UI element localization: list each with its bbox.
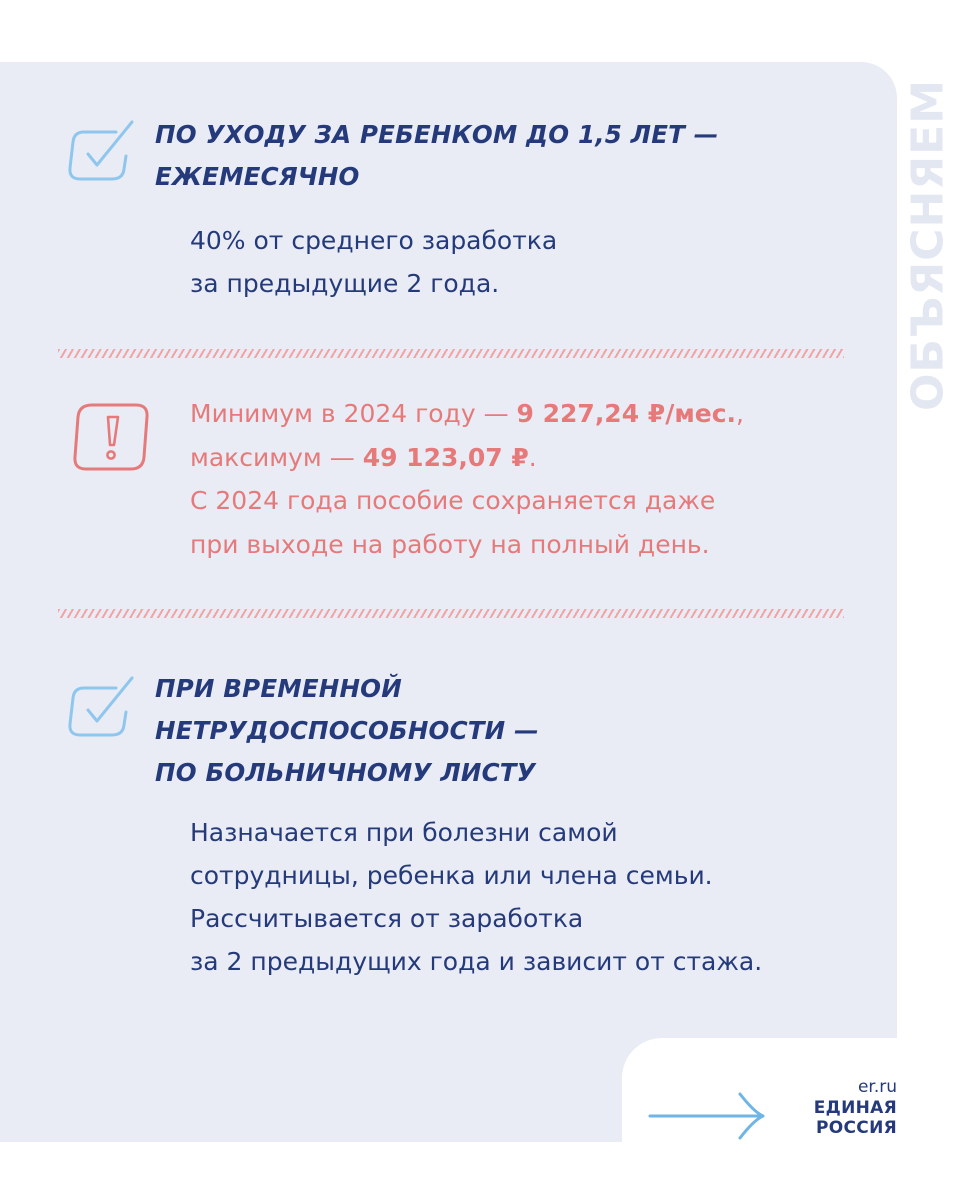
- note-line-4: при выходе на работу на полный день.: [190, 529, 710, 559]
- brand-name-line: ЕДИНАЯ: [813, 1098, 897, 1118]
- brand-name-line: РОССИЯ: [816, 1118, 897, 1138]
- section2-heading: [155, 668, 539, 794]
- note-line-2: [190, 436, 744, 480]
- divider: [58, 349, 844, 358]
- section2-body-line: сотрудницы, ребенка или члена семьи.: [190, 861, 713, 890]
- arrow-right-icon[interactable]: [648, 1090, 768, 1142]
- section2-body: [190, 811, 762, 983]
- section1-heading-line: ЕЖЕМЕСЯЧНО: [155, 162, 360, 191]
- exclamation-icon: [70, 401, 152, 473]
- section2-heading-line: ПРИ ВРЕМЕННОЙ: [155, 674, 402, 703]
- note-line2-prefix: максимум —: [190, 442, 363, 472]
- section2-body-line: Назначается при болезни самой: [190, 818, 618, 847]
- note-line2-suffix: .: [528, 442, 537, 472]
- side-label: ОБЪЯСНЯЕМ: [902, 79, 954, 411]
- section1-heading: [155, 114, 719, 198]
- divider: [58, 609, 844, 618]
- checkbox-check-icon: [66, 674, 144, 742]
- section2-body-line: за 2 предыдущих года и зависит от стажа.: [190, 947, 763, 976]
- brand-block: [814, 1076, 897, 1138]
- note-line1-suffix: ,: [736, 399, 744, 428]
- section1-body-line: за предыдущие 2 года.: [190, 269, 500, 298]
- important-note: [190, 392, 744, 566]
- site-link[interactable]: er.ru: [857, 1077, 897, 1097]
- section1-heading-line: ПО УХОДУ ЗА РЕБЕНКОМ ДО 1,5 ЛЕТ —: [155, 120, 719, 149]
- section2-heading-line: ПО БОЛЬНИЧНОМУ ЛИСТУ: [155, 758, 536, 787]
- note-minimum-amount: 9 227,24 ₽/мес.: [516, 399, 737, 428]
- section1-body-line: 40% от среднего заработка: [190, 226, 558, 255]
- note-line-3: С 2024 года пособие сохраняется даже: [190, 486, 716, 515]
- section2-body-line: Рассчитывается от заработка: [190, 904, 584, 933]
- section1-body: [190, 219, 557, 305]
- section2-heading-line: НЕТРУДОСПОСОБНОСТИ —: [155, 716, 539, 745]
- note-line1-prefix: Минимум в 2024 году —: [190, 399, 517, 428]
- checkbox-check-icon: [66, 118, 144, 186]
- note-maximum-amount: 49 123,07 ₽: [362, 442, 529, 472]
- note-line-1: [190, 392, 744, 436]
